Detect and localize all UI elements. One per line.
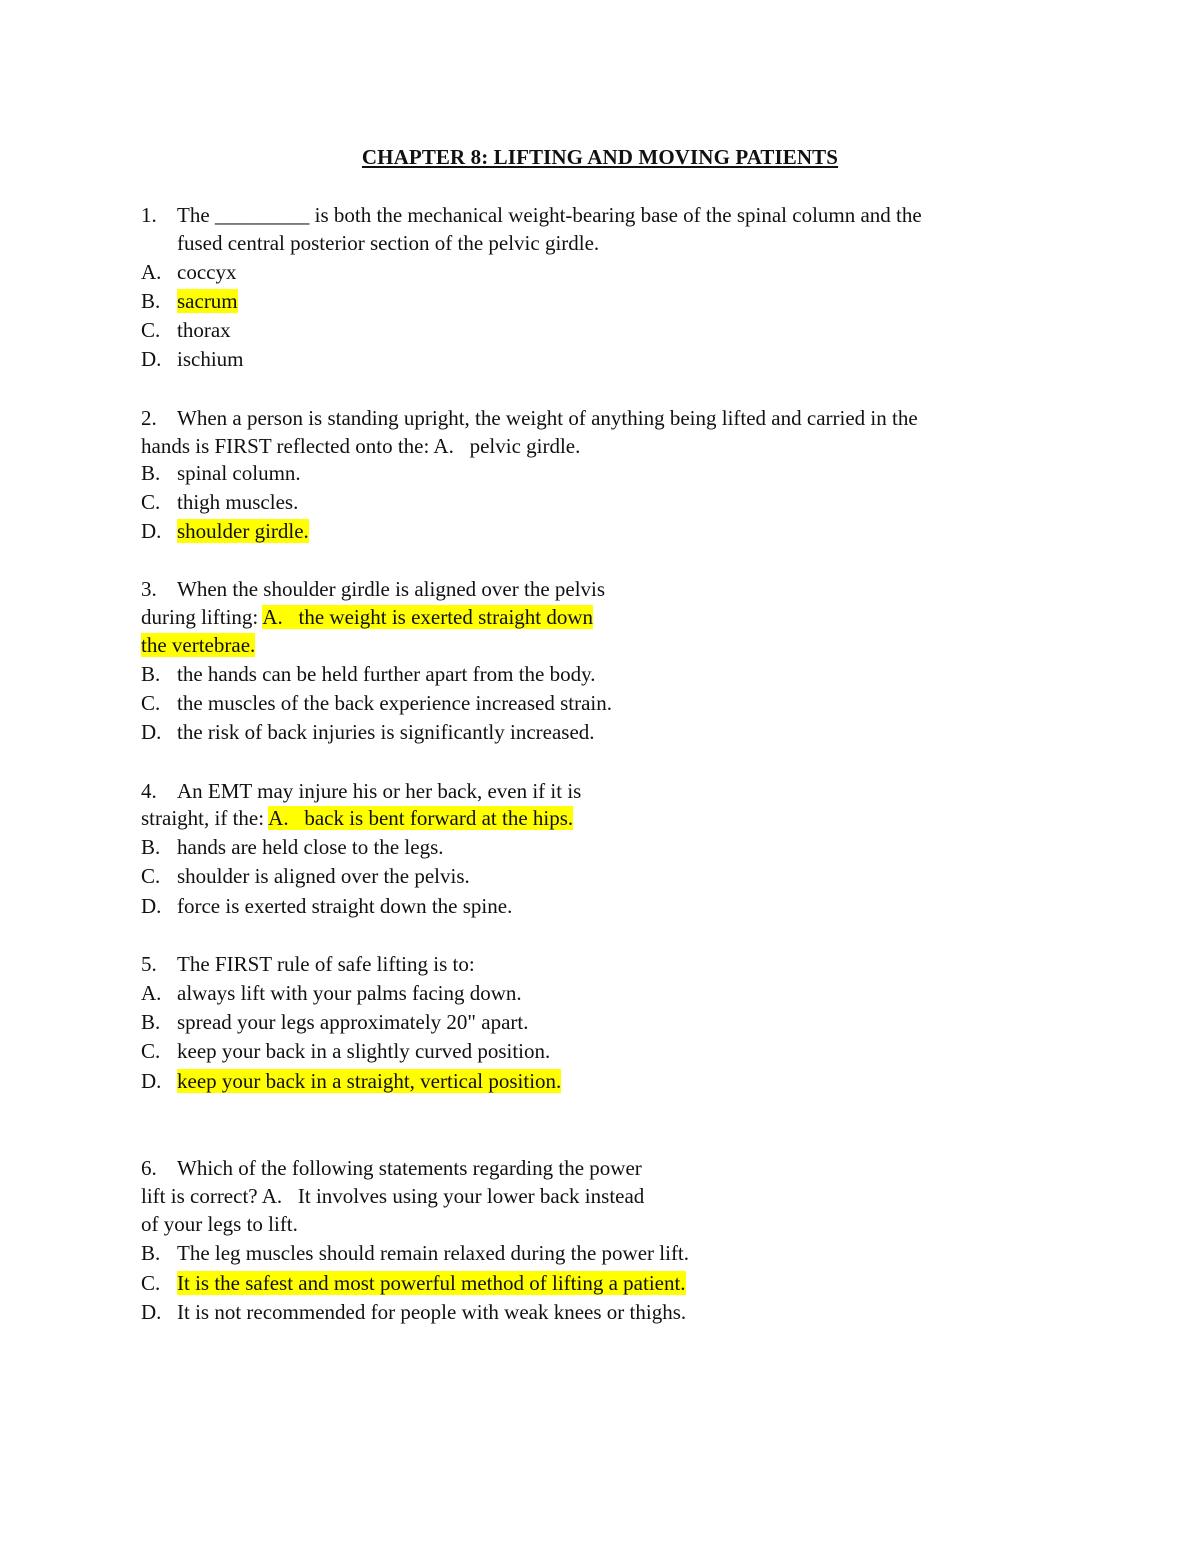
question-1-option-b: B. sacrum [141, 289, 238, 313]
question-6-number: 6. [141, 1156, 157, 1180]
question-3-option-c: C. the muscles of the back experience increased strain. [141, 691, 612, 715]
question-1-stem-line1: 1. The _________ is both the mechanical weight-bearing base of the spinal column and the [141, 203, 922, 227]
question-4-option-d: D. force is exerted straight down the spine. [141, 894, 513, 918]
question-5-option-a: A. always lift with your palms facing down. [141, 981, 522, 1005]
answer-highlight: sacrum [177, 289, 238, 313]
question-6-stem-line1: 6. Which of the following statements regarding the power [141, 1156, 642, 1180]
question-4-number: 4. [141, 779, 157, 803]
question-1-number: 1. [141, 203, 157, 227]
question-3-option-a-continued [141, 631, 255, 659]
question-6-option-c: C. It is the safest and most powerful method of lifting a patient. [141, 1271, 686, 1295]
question-2-option-b: B. spinal column. [141, 461, 301, 485]
question-1-option-d: D. ischium [141, 347, 244, 371]
question-1-stem-line2: fused central posterior section of the pelvic girdle. [177, 231, 600, 255]
question-2-number: 2. [141, 406, 157, 430]
answer-highlight: A. the weight is exerted straight down [262, 605, 594, 629]
answer-highlight: the vertebrae. [141, 633, 256, 657]
question-3-option-b: B. the hands can be held further apart from the body. [141, 662, 596, 686]
question-3-stem-line2: during lifting: A. the weight is exerted straight down [141, 605, 594, 629]
question-2-option-c: C. thigh muscles. [141, 490, 299, 514]
question-3-option-d: D. the risk of back injuries is significantly increased. [141, 720, 595, 744]
question-1-option-a: A. coccyx [141, 260, 237, 284]
question-3-number: 3. [141, 577, 157, 601]
question-4-option-c: C. shoulder is aligned over the pelvis. [141, 864, 470, 888]
question-4-stem-line2: straight, if the: A. back is bent forward at the hips. [141, 806, 574, 830]
question-5-stem-line1: 5. The FIRST rule of safe lifting is to: [141, 952, 475, 976]
answer-highlight: A. back is bent forward at the hips. [268, 806, 574, 830]
answer-highlight: It is the safest and most powerful method of lifting a patient. [177, 1271, 686, 1295]
question-6-option-d: D. It is not recommended for people with weak knees or thighs. [141, 1300, 687, 1324]
page-title: CHAPTER 8: LIFTING AND MOVING PATIENTS [361, 145, 839, 169]
question-3-stem-line1: 3. When the shoulder girdle is aligned over the pelvis [141, 577, 606, 601]
question-5-option-c: C. keep your back in a slightly curved position. [141, 1039, 551, 1063]
question-4-option-b: B. hands are held close to the legs. [141, 835, 444, 859]
question-6-option-b: B. The leg muscles should remain relaxed during the power lift. [141, 1241, 690, 1265]
question-5-option-d: D. keep your back in a straight, vertical position. [141, 1069, 562, 1093]
question-6-stem-line3: of your legs to lift. [141, 1212, 298, 1236]
answer-highlight: keep your back in a straight, vertical position. [177, 1069, 562, 1093]
answer-highlight: shoulder girdle. [177, 519, 309, 543]
question-2-stem-line1: 2. When a person is standing upright, the weight of anything being lifted and carried in the [141, 406, 918, 430]
question-4-stem-line1: 4. An EMT may injure his or her back, even if it is [141, 779, 582, 803]
question-2-stem-line2: hands is FIRST reflected onto the: A. pelvic girdle. [141, 434, 581, 458]
question-5-number: 5. [141, 952, 157, 976]
question-2-option-d: D. shoulder girdle. [141, 519, 309, 543]
question-1-option-c: C. thorax [141, 318, 231, 342]
question-5-option-b: B. spread your legs approximately 20" apart. [141, 1010, 529, 1034]
question-6-stem-line2: lift is correct? A. It involves using your lower back instead [141, 1184, 645, 1208]
